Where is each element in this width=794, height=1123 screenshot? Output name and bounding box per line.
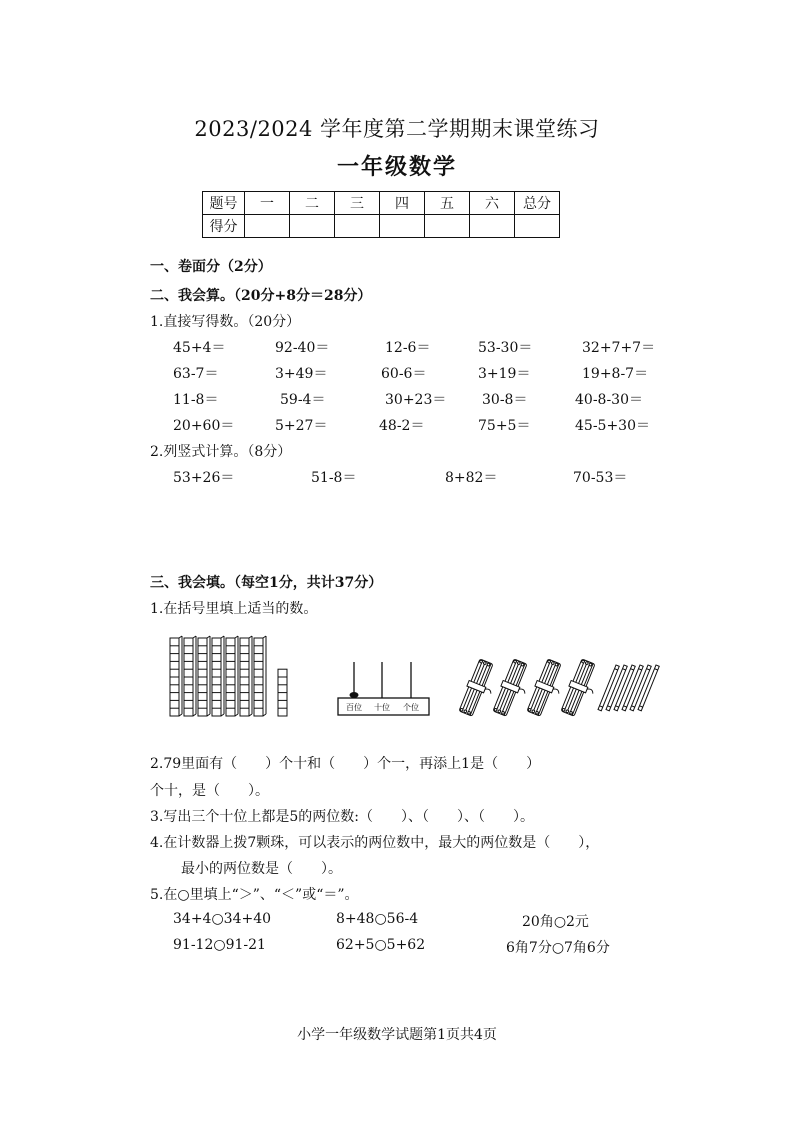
calc-item: 63-7＝ — [173, 366, 219, 382]
score-cell[interactable] — [515, 215, 560, 238]
compare-item: 20角○2元 — [522, 914, 589, 930]
page-subtitle: 一年级数学 — [336, 154, 457, 180]
abacus-counter — [337, 660, 432, 718]
score-table-header-cell: 二 — [290, 192, 335, 215]
calc-item: 45-5+30＝ — [575, 418, 650, 434]
calc-item: 5+27＝ — [275, 418, 328, 434]
stick-bundles-figure — [466, 655, 666, 717]
compare-item: 62+5○5+62 — [336, 937, 426, 953]
section-2-heading: 二、我会算。（20分+8分＝28分） — [150, 288, 372, 304]
vertical-calc-item: 8+82＝ — [445, 470, 498, 486]
calc-item: 30+23＝ — [385, 392, 447, 408]
calc-item: 53-30＝ — [478, 340, 533, 356]
calc-item: 60-6＝ — [381, 366, 427, 382]
question-3-2-line-1: 2.79里面有（ ）个十和（ ）个一，再添上1是（ ） — [150, 756, 541, 772]
abacus-label-hundreds: 百位 — [346, 703, 362, 712]
score-cell[interactable] — [470, 215, 515, 238]
question-2-1-label: 1.直接写得数。（20分） — [150, 314, 301, 330]
calc-item: 92-40＝ — [275, 340, 330, 356]
score-table-header-row — [203, 192, 560, 215]
calc-item: 20+60＝ — [173, 418, 235, 434]
score-table — [202, 191, 560, 238]
compare-item: 34+4○34+40 — [173, 911, 272, 927]
question-3-4-line-2: 最小的两位数是（ ）。 — [181, 861, 342, 877]
calc-item: 3+19＝ — [478, 366, 531, 382]
abacus-label-ones: 个位 — [403, 703, 419, 712]
question-2-2-label: 2.列竖式计算。（8分） — [150, 444, 292, 460]
calc-item: 30-8＝ — [482, 392, 528, 408]
vertical-calc-item: 51-8＝ — [311, 470, 357, 486]
question-3-4-line-1: 4.在计数器上拨7颗珠，可以表示的两位数中，最大的两位数是（ ）， — [150, 835, 600, 851]
abacus-label-tens: 十位 — [374, 703, 390, 712]
vertical-calc-item: 70-53＝ — [573, 470, 628, 486]
calc-item: 11-8＝ — [173, 392, 219, 408]
ten-rods-figure — [170, 638, 300, 718]
score-table-header-cell: 六 — [470, 192, 515, 215]
score-cell[interactable] — [245, 215, 290, 238]
score-table-header-cell: 五 — [425, 192, 470, 215]
question-3-2-line-2: 个十，是（ ）。 — [150, 783, 269, 799]
calc-item: 75+5＝ — [478, 418, 531, 434]
compare-item: 91-12○91-21 — [173, 937, 266, 953]
calc-item: 3+49＝ — [275, 366, 328, 382]
score-table-header-cell: 题号 — [203, 192, 245, 215]
page-title: 2023/2024 学年度第二学期期末课堂练习 — [194, 117, 600, 141]
score-table-header-cell: 三 — [335, 192, 380, 215]
section-1-heading: 一、卷面分（2分） — [150, 259, 272, 275]
calc-item: 32+7+7＝ — [582, 340, 656, 356]
score-cell[interactable] — [290, 215, 335, 238]
calc-item: 12-6＝ — [385, 340, 431, 356]
page-footer: 小学一年级数学试题第1页共4页 — [297, 1027, 497, 1043]
score-table-header-cell: 四 — [380, 192, 425, 215]
calc-item: 19+8-7＝ — [582, 366, 649, 382]
calc-item: 59-4＝ — [280, 392, 326, 408]
question-3-5-label: 5.在○里填上“＞”、“＜”或“＝”。 — [150, 887, 359, 903]
vertical-calc-item: 53+26＝ — [173, 470, 235, 486]
score-table-header-cell: 总分 — [515, 192, 560, 215]
section-3-heading: 三、我会填。（每空1分，共计37分） — [150, 575, 383, 591]
calc-item: 40-8-30＝ — [575, 392, 643, 408]
score-cell[interactable] — [335, 215, 380, 238]
calc-item: 48-2＝ — [379, 418, 425, 434]
question-3-3: 3.写出三个十位上都是5的两位数:（ ）、（ ）、（ ）。 — [150, 809, 534, 825]
abacus-bead — [350, 692, 359, 698]
score-table-header-cell: 一 — [245, 192, 290, 215]
score-cell[interactable] — [380, 215, 425, 238]
compare-item: 6角7分○7角6分 — [506, 940, 610, 956]
score-cell[interactable] — [425, 215, 470, 238]
compare-item: 8+48○56-4 — [336, 911, 419, 927]
score-row-label: 得分 — [203, 215, 245, 238]
score-table-score-row — [203, 215, 560, 238]
question-3-1-label: 1.在括号里填上适当的数。 — [150, 601, 318, 617]
calc-item: 45+4＝ — [173, 340, 226, 356]
